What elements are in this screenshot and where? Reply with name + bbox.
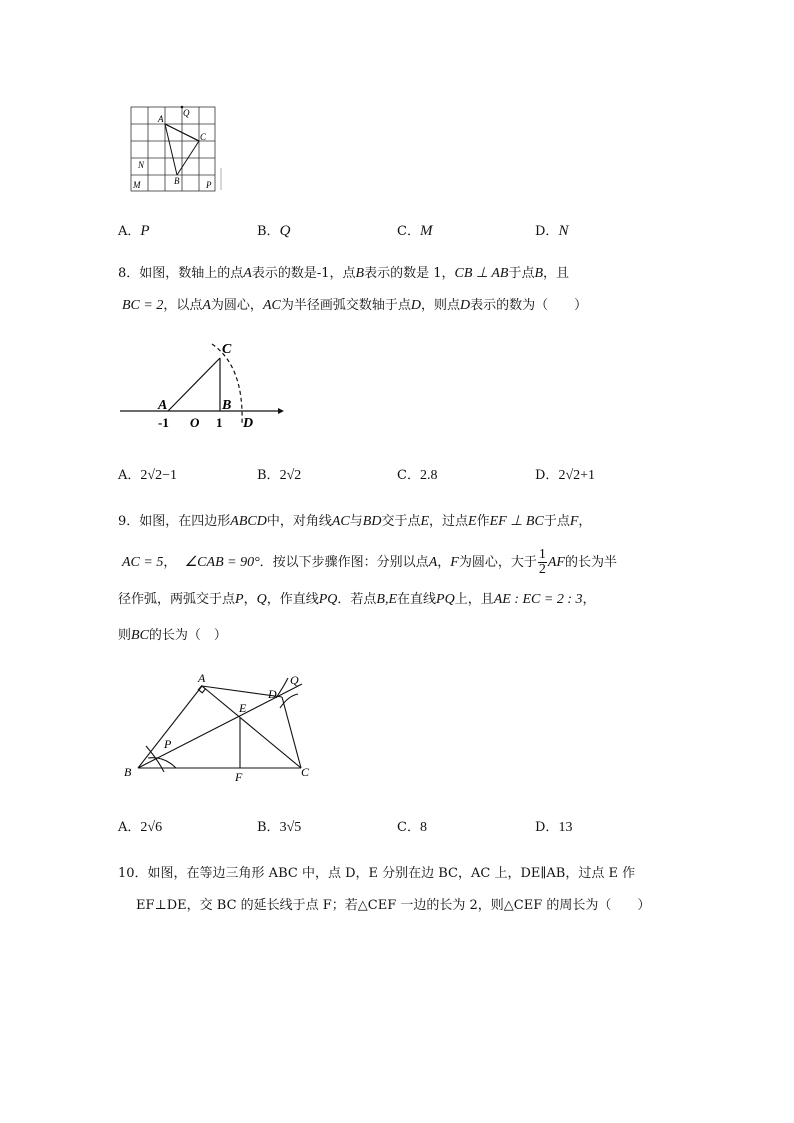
q7-option-c[interactable]: C．M bbox=[397, 223, 433, 239]
q8-label-minus1: -1 bbox=[158, 415, 169, 430]
q8-number-line-figure bbox=[118, 336, 288, 436]
q8-stem-line2: BC = 2，以点A为圆心，AC为半径画弧交数轴于点D，则点D表示的数为（ ） bbox=[122, 298, 588, 313]
q9-label-f: F bbox=[235, 770, 243, 784]
q8-option-b[interactable]: B．2√2 bbox=[257, 468, 302, 483]
q8-stem-line1: 8．如图，数轴上的点A表示的数是-1，点B表示的数是 1，CB ⊥ AB于点B，且 bbox=[118, 266, 570, 281]
q8-label-a: A bbox=[158, 398, 168, 413]
q8-label-o: O bbox=[190, 415, 200, 430]
q9-stem-line3: 径作弧，两弧交于点P，Q，作直线PQ．若点B,E在直线PQ上，且AE : EC = 2 : 3， bbox=[118, 592, 596, 607]
q9-stem-line4: 则BC的长为（ ） bbox=[118, 628, 227, 643]
q9-label-e: E bbox=[239, 701, 247, 715]
q7-option-b[interactable]: B．Q bbox=[257, 223, 291, 239]
q8-label-one: 1 bbox=[216, 415, 223, 430]
q10-stem-line2: EF⊥DE，交 BC 的延长线于点 F；若△CEF 一边的长为 2，则△CEF 的周长为（ ） bbox=[136, 898, 651, 913]
q7-label-n: N bbox=[138, 160, 145, 170]
q7-label-q: Q bbox=[183, 108, 190, 118]
q10-stem-line1: 10．如图，在等边三角形 ABC 中，点 D，E 分别在边 BC，AC 上，DE∥AB，过点 E 作 bbox=[118, 866, 636, 881]
q9-stem-line1: 9．如图，在四边形ABCD中，对角线AC与BD交于点E，过点E作EF ⊥ BC于点F， bbox=[118, 514, 592, 529]
q9-option-c[interactable]: C．8 bbox=[397, 820, 427, 835]
q7-label-p: P bbox=[206, 180, 212, 190]
q9-label-b: B bbox=[124, 765, 132, 779]
q9-option-a[interactable]: A．2√6 bbox=[118, 820, 163, 835]
q9-quadrilateral-figure bbox=[118, 668, 318, 786]
q9-stem-line2: AC = 5， ∠CAB = 90°．按以下步骤作图：分别以点A，F为圆心，大于 $\frac{1}{2}$ AF的长为半 bbox=[122, 547, 617, 577]
q9-label-p: P bbox=[164, 737, 172, 751]
q9-label-d: D bbox=[268, 687, 277, 701]
q9-label-c: C bbox=[301, 765, 310, 779]
q9-fraction-half: $\frac{1}{2}$ bbox=[538, 547, 546, 577]
q9-option-d[interactable]: D．13 bbox=[535, 820, 573, 835]
q9-label-q: Q bbox=[290, 673, 299, 687]
q7-label-a: A bbox=[158, 114, 164, 124]
q9-option-b[interactable]: B．3√5 bbox=[257, 820, 302, 835]
q8-option-a[interactable]: A．2√2−1 bbox=[118, 468, 177, 483]
q7-grid-figure bbox=[128, 104, 228, 196]
q7-option-a[interactable]: A．P bbox=[118, 223, 150, 239]
q9-label-a: A bbox=[198, 671, 206, 685]
q8-label-b: B bbox=[222, 398, 232, 413]
q8-label-c: C bbox=[222, 342, 232, 357]
q7-label-m: M bbox=[133, 180, 141, 190]
q7-option-d[interactable]: D．N bbox=[535, 223, 569, 239]
q7-label-b: B bbox=[174, 176, 180, 186]
q8-option-c[interactable]: C．2.8 bbox=[397, 468, 438, 483]
q8-label-d: D bbox=[243, 416, 254, 431]
q7-label-c: C bbox=[200, 132, 207, 142]
q8-option-d[interactable]: D．2√2+1 bbox=[535, 468, 596, 483]
